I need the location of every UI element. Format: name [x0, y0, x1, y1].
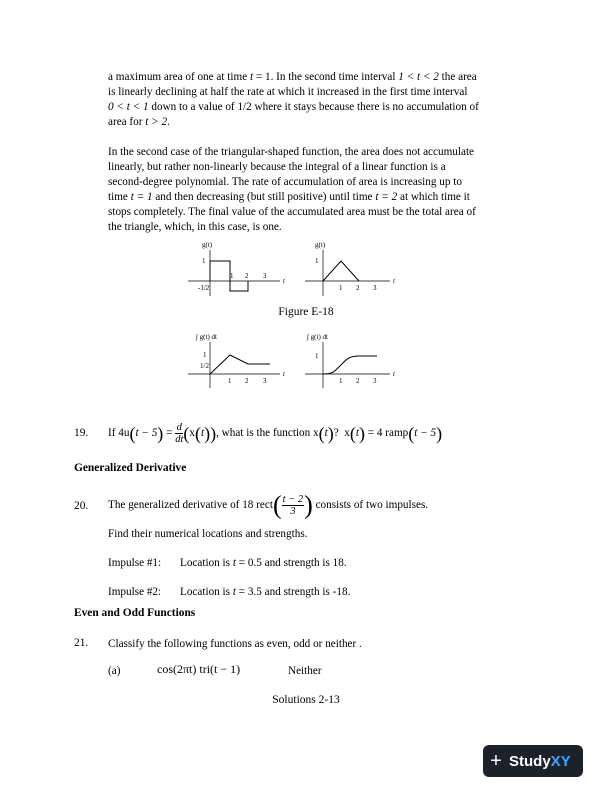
para2-line3: second-degree polynomial. The rate of accumulation of area is increasing up to	[108, 176, 462, 188]
top-right-ylabel: g(t)	[315, 241, 326, 249]
plot-top-right	[305, 238, 415, 298]
para2-line5: stops completely. The final value of the accumulated area must be the total area of	[108, 206, 476, 218]
q20-number: 20.	[74, 500, 89, 512]
top-left-tick-1: 1	[230, 272, 234, 280]
top-left-t-label: t	[283, 277, 285, 285]
plot-bottom-right	[305, 330, 415, 390]
section-heading-generalized-derivative: Generalized Derivative	[74, 462, 187, 474]
top-right-tick-1: 1	[339, 284, 343, 292]
q20-text: The generalized derivative of 18 rect( $\frac{t - 2}{3}$ ) consists of two impulses.	[108, 490, 429, 520]
bottom-right-tick-1: 1	[339, 377, 343, 385]
para2-line4: time t = 1 and then decreasing (but still positive) until time t = 2 at which time it	[108, 191, 470, 203]
q19-text: If 4u(t − 5) = $\frac{d}{dt}$ (x(t)), what is the function x(t)? x(t) = 4 ramp(t − 5)	[108, 421, 443, 445]
badge-text-study: Study	[509, 752, 551, 770]
q20-impulse1: Impulse #1: Location is t = 0.5 and strength is 18.	[108, 557, 347, 569]
bottom-left-y-half: 1/2	[200, 362, 209, 370]
q21-text: Classify the following functions as even, odd or neither .	[108, 638, 362, 650]
top-left-tick-2: 2	[245, 272, 249, 280]
q19-fraction: $\frac{d}{dt}$	[175, 421, 184, 445]
bottom-left-t-label: t	[283, 370, 285, 378]
section-heading-even-odd: Even and Odd Functions	[74, 607, 196, 619]
plot-top-left	[180, 238, 290, 298]
plot-bottom-left	[180, 330, 295, 390]
para2-line2: linearly, but rather non-linearly because the integral of a linear function is a	[108, 161, 446, 173]
badge-text-xy: XY	[550, 752, 571, 770]
top-left-y-one: 1	[202, 257, 206, 265]
q20-fraction: $\frac{t - 2}{3}$	[282, 493, 304, 517]
q20-line2: Find their numerical locations and strengths.	[108, 528, 308, 540]
bottom-right-tick-3: 3	[373, 377, 377, 385]
para2-line1: In the second case of the triangular-shaped function, the area does not accumulate	[108, 146, 475, 158]
page-footer: Solutions 2-13	[272, 694, 340, 706]
bottom-left-tick-1: 1	[228, 377, 232, 385]
plus-icon: +	[490, 749, 502, 772]
para1-line3: 0 < t < 1 down to a value of 1/2 where it stays because there is no accumulation of	[108, 101, 479, 113]
top-left-ylabel: g(t)	[202, 241, 213, 249]
para1-line4: area for t > 2.	[108, 116, 170, 128]
top-left-y-neghalf: -1/2	[198, 284, 210, 292]
para1-line2: is linearly declining at half the rate at which it increased in the first time interval	[108, 86, 468, 98]
q19-number: 19.	[74, 427, 89, 439]
bottom-right-y-one: 1	[315, 352, 319, 360]
bottom-left-tick-3: 3	[263, 377, 267, 385]
top-left-tick-3: 3	[263, 272, 267, 280]
bottom-left-y-one: 1	[203, 351, 207, 359]
q21-a-answer: Neither	[288, 665, 322, 677]
figure-caption: Figure E-18	[278, 306, 334, 318]
para1-line1: a maximum area of one at time t = 1. In the second time interval 1 < t < 2 the area	[108, 71, 477, 83]
bottom-right-ylabel: ∫ g(t) dt	[307, 333, 328, 341]
q20-impulse2: Impulse #2: Location is t = 3.5 and strength is -18.	[108, 586, 351, 598]
q21-a-expression: cos(2πt) tri(t − 1)	[157, 662, 241, 676]
bottom-right-t-label: t	[393, 370, 395, 378]
para2-line6: the triangle, which, in this case, is one.	[108, 221, 282, 233]
top-right-tick-2: 2	[356, 284, 360, 292]
top-right-y-one: 1	[315, 257, 319, 265]
studyxy-badge[interactable]	[483, 745, 583, 777]
bottom-right-tick-2: 2	[356, 377, 360, 385]
top-right-tick-3: 3	[373, 284, 377, 292]
top-right-t-label: t	[393, 277, 395, 285]
bottom-left-tick-2: 2	[245, 377, 249, 385]
q21-a-label: (a)	[108, 665, 121, 677]
q21-number: 21.	[74, 637, 89, 649]
bottom-left-ylabel: ∫ g(t) dt	[196, 333, 217, 341]
